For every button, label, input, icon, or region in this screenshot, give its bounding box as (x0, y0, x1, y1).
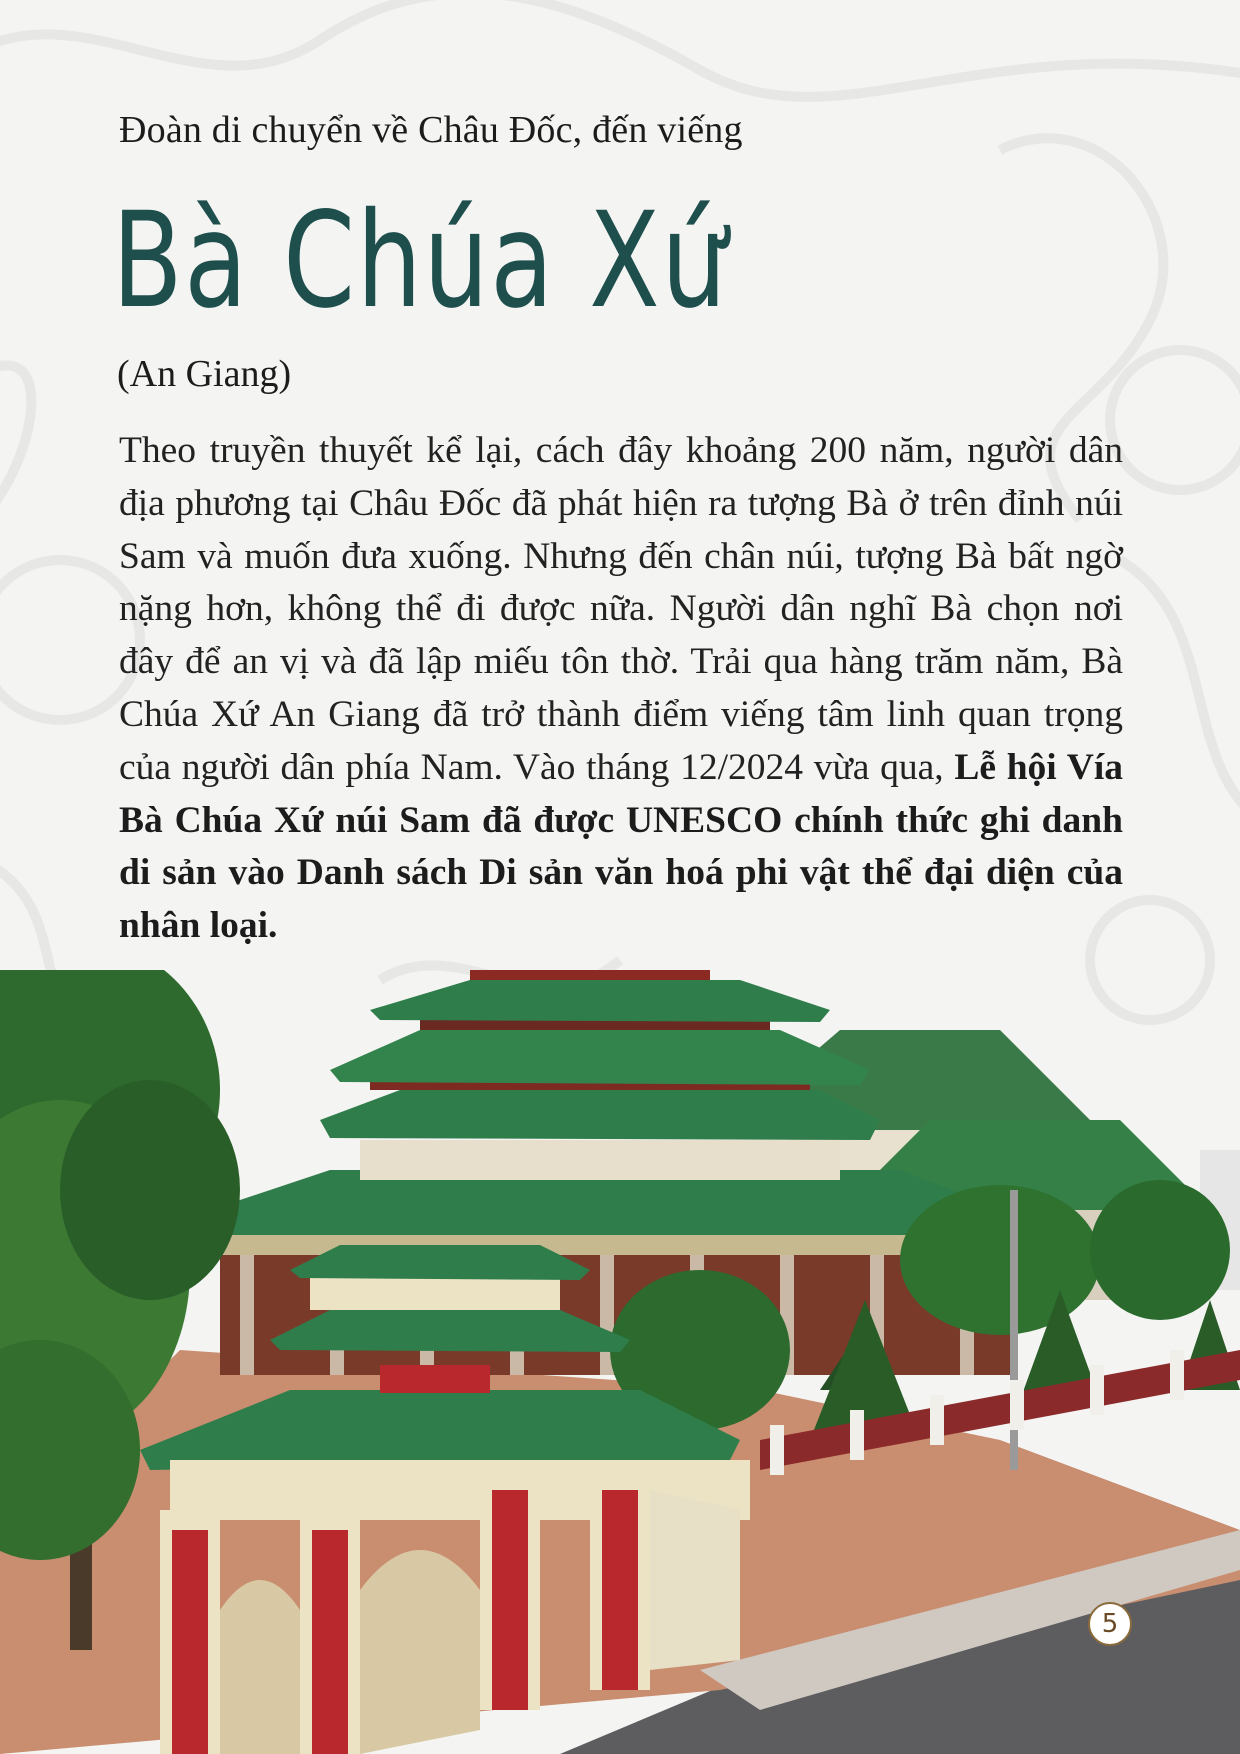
page-title: Bà Chúa Xứ (112, 184, 729, 338)
body-paragraph (119, 425, 1123, 953)
temple-photo (0, 970, 1240, 1754)
body-regular-text: Theo truyền thuyết kể lại, cách đây khoảng 200 năm, người dân địa phương tại Châu Đốc đã phát hiện ra tượng Bà ở trên đỉnh núi Sam và muốn đưa xuống. Nhưng đến chân núi, tượng Bà bất ngờ nặng hơn, không thể đi được nữa. Người dân nghĩ Bà chọn nơi đây để an vị và đã lập miếu tôn thờ. Trải qua hàng trăm năm, Bà Chúa Xứ An Giang đã trở thành điểm viếng tâm linh quan trọng của người dân phía Nam. Vào tháng 12/2024 vừa qua, (119, 430, 1123, 788)
intro-line: Đoàn di chuyển về Châu Đốc, đến viếng (119, 109, 743, 151)
page-number-badge: 5 (1088, 1602, 1132, 1646)
location-subtitle: (An Giang) (117, 353, 292, 395)
body-highlight-text: Lễ hội Vía Bà Chúa Xứ núi Sam đã được UNESCO chính thức ghi danh di sản vào Danh sách Di sản văn hoá phi vật thể đại diện của nhân loại. (119, 746, 1123, 947)
